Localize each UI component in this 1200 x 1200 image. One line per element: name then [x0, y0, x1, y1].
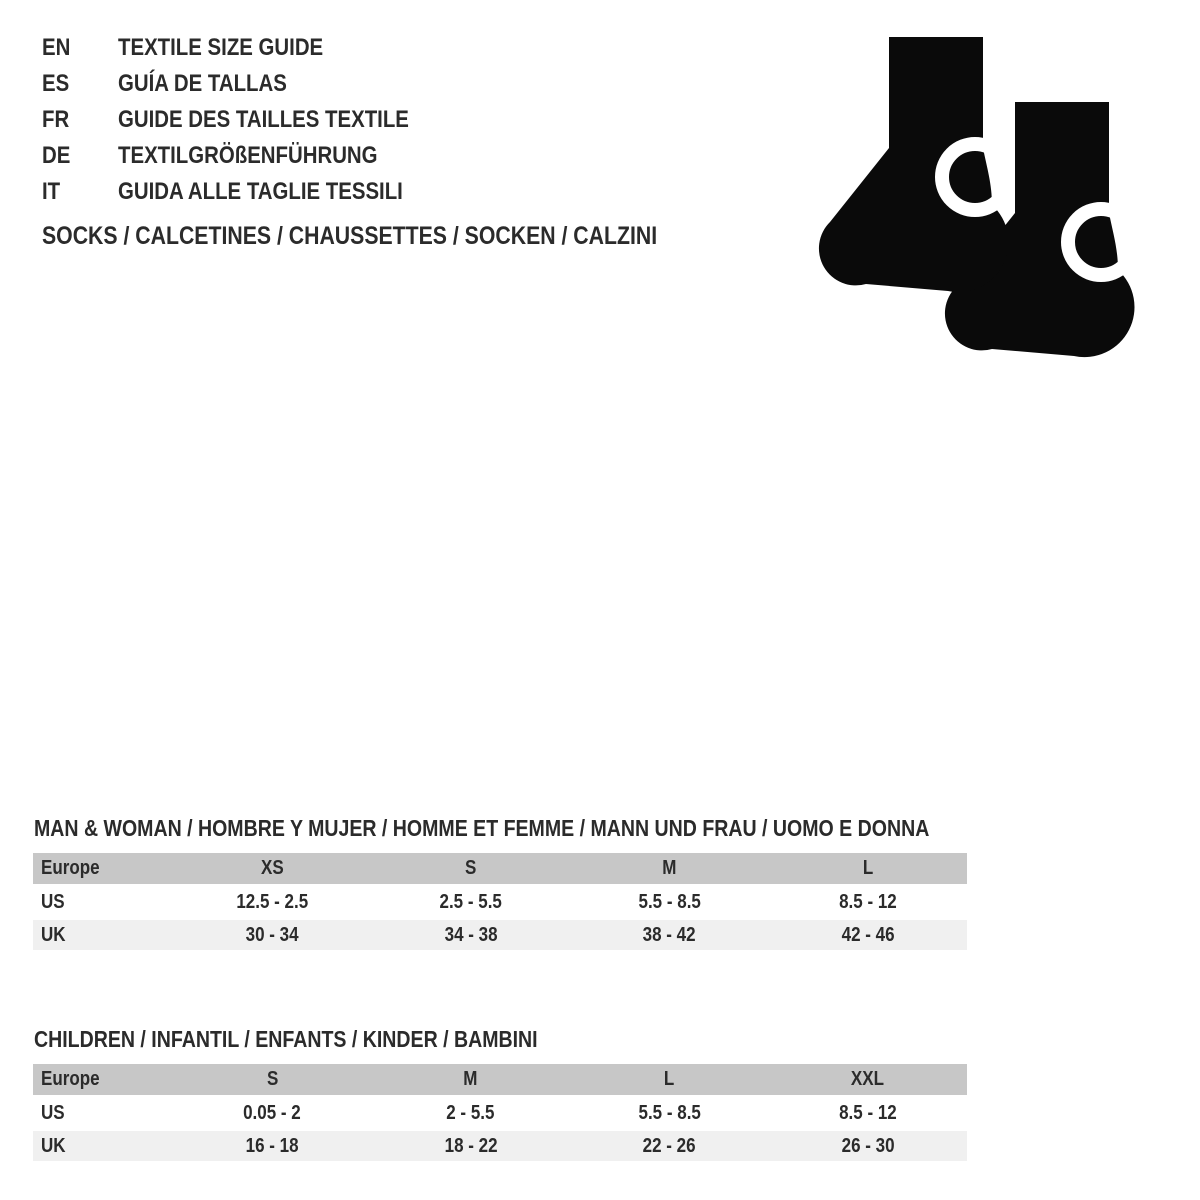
row-label: UK [41, 923, 66, 946]
column-header: M [662, 857, 677, 879]
column-header: L [664, 1068, 675, 1090]
size-cell: 18 - 22 [444, 1134, 498, 1157]
language-label: TEXTILGRÖßENFÜHRUNG [118, 142, 378, 169]
size-cell: 5.5 - 8.5 [638, 890, 701, 913]
size-cell: 8.5 - 12 [838, 1101, 897, 1124]
language-row-de [42, 138, 460, 174]
size-cell: 0.05 - 2 [243, 1101, 302, 1124]
row-label: UK [41, 1134, 66, 1157]
language-code: IT [42, 178, 61, 205]
size-cell: 12.5 - 2.5 [236, 890, 309, 913]
language-code: FR [42, 106, 70, 133]
size-cell: 8.5 - 12 [838, 890, 897, 913]
size-table-man-woman [33, 853, 967, 950]
column-header: XXL [851, 1068, 885, 1090]
size-cell: 30 - 34 [245, 923, 299, 946]
table-header-row [33, 1064, 967, 1095]
table-row-uk [33, 920, 967, 950]
language-row-fr [42, 102, 460, 138]
row-label: US [41, 1101, 65, 1124]
column-header: M [463, 1068, 478, 1090]
language-row-it [42, 174, 460, 210]
size-cell: 42 - 46 [841, 923, 895, 946]
column-header: Europe [41, 1068, 100, 1090]
size-cell: 2 - 5.5 [446, 1101, 495, 1124]
language-code: ES [42, 70, 70, 97]
column-header: S [465, 857, 477, 879]
size-cell: 22 - 26 [642, 1134, 696, 1157]
language-label: GUIDE DES TAILLES TEXTILE [118, 106, 409, 133]
language-code: EN [42, 34, 71, 61]
language-code: DE [42, 142, 71, 169]
size-table-children [33, 1064, 967, 1161]
column-header: Europe [41, 857, 100, 879]
size-cell: 2.5 - 5.5 [439, 890, 502, 913]
table-header-row [33, 853, 967, 884]
language-list [42, 30, 460, 210]
language-row-en [42, 30, 460, 66]
socks-icon [813, 24, 1153, 364]
size-cell: 5.5 - 8.5 [638, 1101, 701, 1124]
language-label: GUÍA DE TALLAS [118, 70, 287, 97]
size-cell: 26 - 30 [841, 1134, 895, 1157]
table-row-us [33, 884, 967, 920]
row-label: US [41, 890, 65, 913]
table-row-us [33, 1095, 967, 1131]
language-label: TEXTILE SIZE GUIDE [118, 34, 324, 61]
column-header: S [266, 1068, 278, 1090]
column-header: XS [260, 857, 284, 879]
size-cell: 38 - 42 [642, 923, 696, 946]
table-row-uk [33, 1131, 967, 1161]
category-line: SOCKS / CALCETINES / CHAUSSETTES / SOCKEN / CALZINI [42, 222, 658, 250]
language-row-es [42, 66, 460, 102]
size-cell: 16 - 18 [245, 1134, 299, 1157]
language-label: GUIDA ALLE TAGLIE TESSILI [118, 178, 403, 205]
size-cell: 34 - 38 [444, 923, 498, 946]
column-header: L [862, 857, 873, 879]
size-table-title-man-woman: MAN & WOMAN / HOMBRE Y MUJER / HOMME ET FEMME / MANN UND FRAU / UOMO E DONNA [34, 815, 930, 841]
size-table-title-children: CHILDREN / INFANTIL / ENFANTS / KINDER / BAMBINI [34, 1026, 538, 1052]
